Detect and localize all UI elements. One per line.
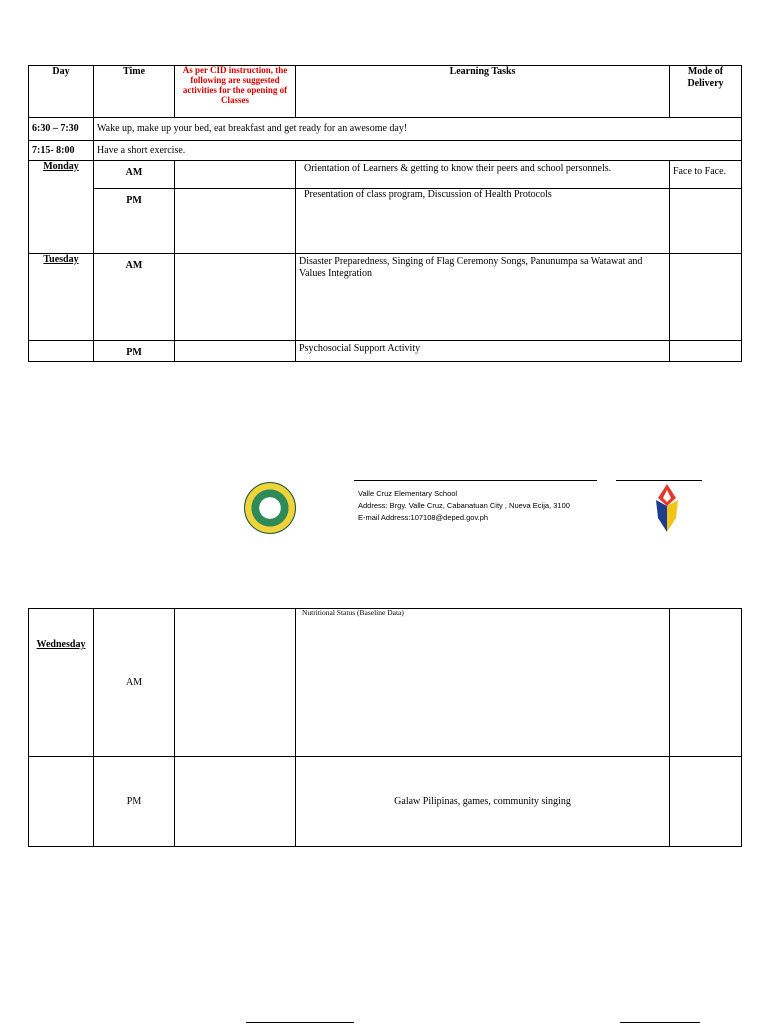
monday-pm-row [29, 189, 742, 254]
task-cell: Disaster Preparedness, Singing of Flag Ceremony Songs, Panunumpa sa Watawat and Values Integration [296, 254, 670, 341]
schedule-table-page-2 [28, 608, 742, 847]
tuesday-am-row [29, 254, 742, 341]
task-cell: Presentation of class program, Discussion of Health Protocols [296, 189, 670, 254]
footer-divider [246, 1022, 354, 1023]
header-mode-of-delivery: Mode of Delivery [670, 66, 742, 118]
school-address: Address: Brgy. Valle Cruz, Cabanatuan City , Nueva Ecija, 3100 [358, 501, 570, 510]
routine-time: 7:15- 8:00 [29, 141, 94, 161]
schedule-table-page-1 [28, 65, 742, 362]
school-letterhead [244, 478, 702, 538]
mode-cell [670, 341, 742, 362]
routine-text: Wake up, make up your bed, eat breakfast and get ready for an awesome day! [94, 118, 742, 141]
mode-cell [670, 189, 742, 254]
school-email: E-mail Address:107108@deped.gov.ph [358, 513, 489, 522]
day-tuesday: Tuesday [29, 254, 94, 341]
school-seal-icon [244, 482, 296, 534]
period-am: AM [94, 161, 175, 189]
day-cell [29, 341, 94, 362]
header-learning-tasks: Learning Tasks [296, 66, 670, 118]
routine-text: Have a short exercise. [94, 141, 742, 161]
mode-cell [670, 254, 742, 341]
period-am: AM [94, 609, 175, 757]
school-name: Valle Cruz Elementary School [358, 489, 458, 498]
day-cell [29, 757, 94, 847]
period-am: AM [94, 254, 175, 341]
task-cell: Galaw Pilipinas, games, community singing [296, 757, 670, 847]
deped-logo-icon [654, 484, 680, 532]
header-note: As per CID instruction, the following are suggested activities for the opening of Classes [175, 66, 296, 118]
note-cell [175, 341, 296, 362]
letterhead-divider [354, 480, 597, 481]
mode-cell [670, 609, 742, 757]
note-cell [175, 189, 296, 254]
day-monday: Monday [29, 161, 94, 254]
routine-time: 6:30 – 7:30 [29, 118, 94, 141]
note-cell [175, 254, 296, 341]
task-cell: Psychosocial Support Activity [296, 341, 670, 362]
wednesday-pm-row [29, 757, 742, 847]
period-pm: PM [94, 341, 175, 362]
monday-am-row [29, 161, 742, 189]
tuesday-pm-row [29, 341, 742, 362]
day-wednesday: Wednesday [29, 609, 94, 757]
note-cell [175, 757, 296, 847]
routine-row [29, 141, 742, 161]
wednesday-am-row [29, 609, 742, 757]
header-time: Time [94, 66, 175, 118]
routine-row [29, 118, 742, 141]
header-row [29, 66, 742, 118]
mode-cell: Face to Face. [670, 161, 742, 189]
school-info [358, 488, 570, 524]
period-pm: PM [94, 757, 175, 847]
period-pm: PM [94, 189, 175, 254]
mode-cell [670, 757, 742, 847]
letterhead-divider [616, 480, 702, 481]
note-cell [175, 161, 296, 189]
note-cell [175, 609, 296, 757]
task-cell: Orientation of Learners & getting to know their peers and school personnels. [296, 161, 670, 189]
footer-divider [620, 1022, 700, 1023]
task-cell: Nutritional Status (Baseline Data) [296, 609, 670, 757]
header-day: Day [29, 66, 94, 118]
